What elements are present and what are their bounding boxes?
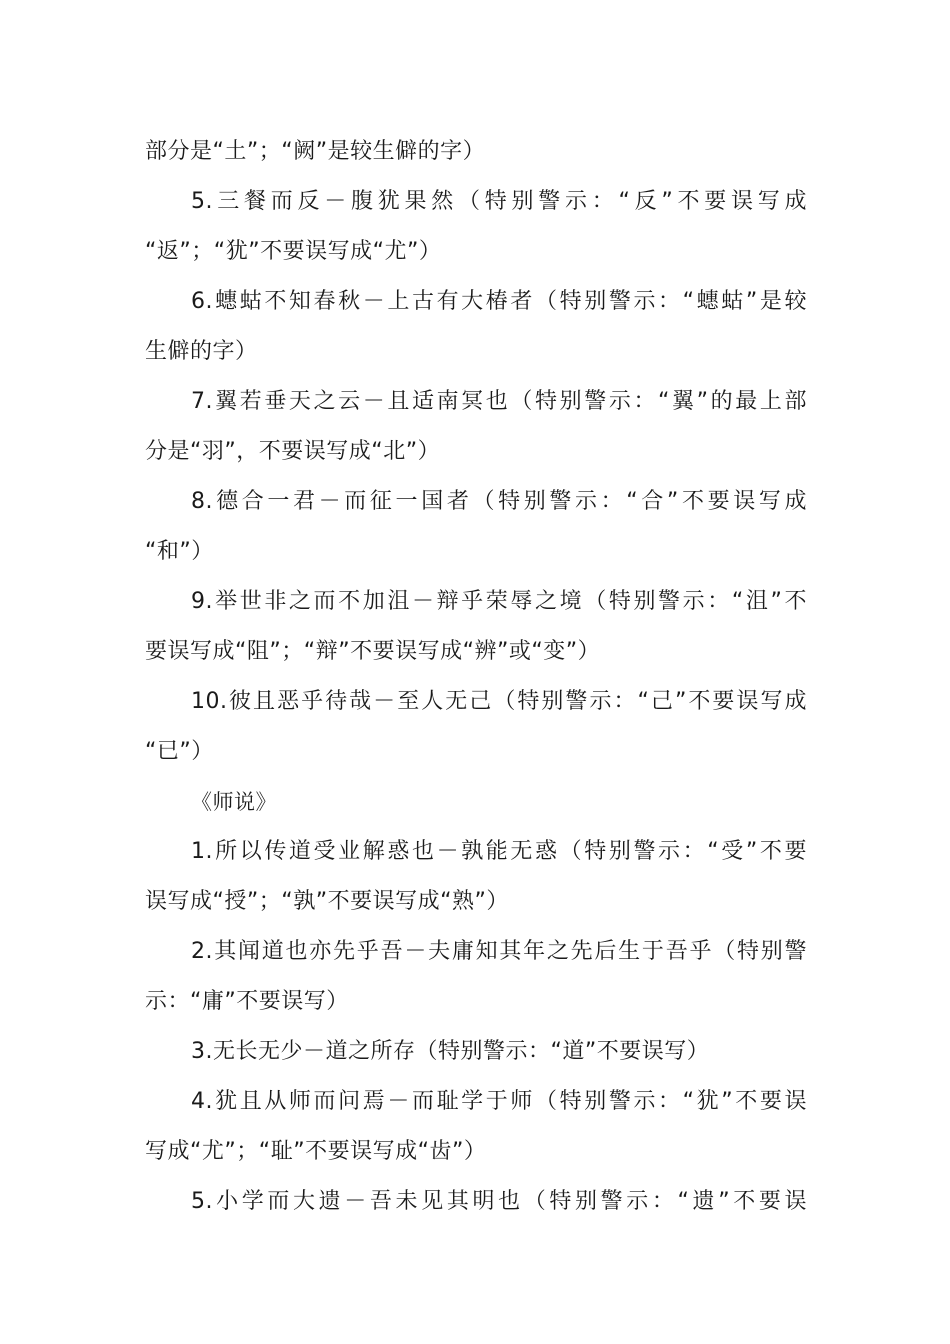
text-line: 10.彼且恶乎待哉－至人无己（特别警示：“己”不要误写成 <box>191 689 807 714</box>
text-line: 5.小学而大遗－吾未见其明也（特别警示：“遗”不要误 <box>191 1189 807 1214</box>
text-line: 要误写成“阻”；“辩”不要误写成“辨”或“变”） <box>145 639 601 664</box>
text-line: 9.举世非之而不加沮－辩乎荣辱之境（特别警示：“沮”不 <box>191 589 807 614</box>
text-line: 5.三餐而反－腹犹果然（特别警示：“反”不要误写成 <box>191 189 807 214</box>
document-body <box>145 127 807 1227</box>
text-line: “已”） <box>145 739 214 764</box>
text-line: 1.所以传道受业解惑也－孰能无惑（特别警示：“受”不要 <box>191 839 807 864</box>
text-line: “和”） <box>145 539 214 564</box>
text-line: 生僻的字） <box>145 339 258 364</box>
text-line: 分是“羽”，不要误写成“北”） <box>145 439 441 464</box>
text-line: 示：“庸”不要误写） <box>145 989 349 1014</box>
text-line: 3.无长无少－道之所存（特别警示：“道”不要误写） <box>191 1039 710 1064</box>
text-line: 7.翼若垂天之云－且适南冥也（特别警示：“翼”的最上部 <box>191 389 807 414</box>
text-line: “返”；“犹”不要误写成“尤”） <box>145 239 442 264</box>
text-line: 8.德合一君－而征一国者（特别警示：“合”不要误写成 <box>191 489 807 514</box>
text-line: 写成“尤”；“耻”不要误写成“齿”） <box>145 1139 487 1164</box>
text-line: 6.蟪蛄不知春秋－上古有大椿者（特别警示：“蟪蛄”是较 <box>191 289 807 314</box>
text-line: 误写成“授”；“孰”不要误写成“熟”） <box>145 889 509 914</box>
text-line: 部分是“土”；“阙”是较生僻的字） <box>145 139 486 164</box>
section-heading: 《师说》 <box>191 790 277 814</box>
text-line: 4.犹且从师而问焉－而耻学于师（特别警示：“犹”不要误 <box>191 1089 807 1114</box>
text-line: 2.其闻道也亦先乎吾－夫庸知其年之先后生于吾乎（特别警 <box>191 939 807 964</box>
